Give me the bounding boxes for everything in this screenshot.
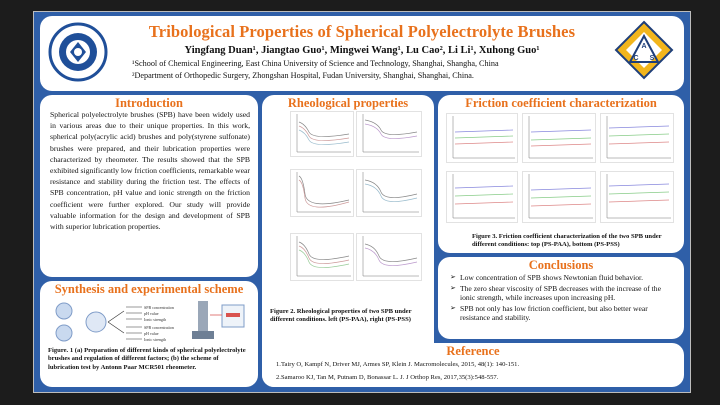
friction-plot — [446, 113, 518, 163]
friction-plot — [522, 113, 596, 163]
acs-logo-icon — [614, 20, 674, 82]
diagram-label: pH value — [144, 331, 159, 336]
conclusion-item: ➢ SPB not only has low friction coefficient, but also better wear resistance and stability. — [450, 304, 676, 323]
reference-title: Reference — [446, 344, 500, 358]
reference-item: 2.Samaroo KJ, Tan M, Putnam D, Bonassar L. J. J Orthop Res, 2017,35(3):548-557. — [276, 374, 499, 381]
figure-3-caption: Figure 3. Friction coefficient characterization of the two SPB under different conditions: top (PS-PAA), bottom (PS-PSS) — [472, 233, 662, 249]
rheology-plot — [290, 169, 354, 217]
conclusions-panel — [438, 257, 684, 339]
rheology-title: Rheological properties — [287, 96, 409, 110]
poster-authors: Yingfang Duan¹, Jiangtao Guo¹, Mingwei Wang¹, Lu Cao², Li Li¹, Xuhong Guo¹ — [184, 45, 540, 56]
reference-panel — [262, 343, 684, 387]
conclusions-list — [450, 273, 676, 324]
poster-title: Tribological Properties of Spherical Polyelectrolyte Brushes — [148, 22, 576, 41]
synthesis-scheme-diagram — [46, 297, 252, 347]
diagram-label: SPB concentration — [144, 325, 174, 330]
rheology-plot — [356, 233, 422, 281]
figure-1-caption: Figure. 1 (a) Preparation of different kinds of spherical polyelectrolyte brushes and regulation of different factors; (b) the scheme of lubrication test by Antonn Paar MCR501 rheometer. — [48, 347, 246, 371]
diagram-label: Ionic strength — [144, 317, 167, 322]
friction-plot — [446, 171, 518, 223]
friction-title: Friction coefficient characterization — [465, 96, 657, 110]
svg-text:A: A — [641, 43, 647, 50]
svg-text:S: S — [649, 55, 655, 62]
conclusion-item: ➢ Low concentration of SPB shows Newtonian fluid behavior. — [450, 273, 676, 283]
rheology-plot — [290, 111, 354, 157]
poster-header — [40, 16, 684, 91]
reference-item: 1.Tairy O, Kampf N, Driver MJ, Armes SP, Klein J. Macromolecules, 2015, 48(1): 140-151. — [276, 361, 520, 368]
friction-plot — [600, 113, 674, 163]
rheology-plot — [356, 169, 422, 217]
diagram-label: Ionic strength — [144, 337, 167, 342]
university-logo-icon — [48, 22, 108, 82]
introduction-title: Introduction — [115, 96, 183, 110]
diagram-label: SPB concentration — [144, 305, 174, 310]
figure-2-caption: Figure 2. Rheological properties of two SPB under different conditions. left (PS-PAA), right (PS-PSS) — [270, 308, 412, 324]
rheology-plot — [290, 233, 354, 281]
introduction-panel — [40, 95, 258, 277]
friction-panel — [438, 95, 684, 253]
conclusion-item: ➢ The zero shear viscosity of SPB decreases with the increase of the ionic strength, while increases upon increasing pH. — [450, 284, 676, 303]
diagram-label: pH value — [144, 311, 159, 316]
svg-text:C: C — [633, 55, 639, 62]
introduction-text: Spherical polyelectrolyte brushes (SPB) have been widely used in various areas due to their unique properties. In this work, spherical poly(acrylic acid) brushes and poly(styrene sulfonate) brushes were prepared, and their lubrication properties were characterized by rheometer. The results showed that the SPB exhibited significantly low friction coefficients, remarkable wear resistance and stability during the friction test. The effects of SPB concentration, pH value and ionic strength on the friction coefficient were further explored. Our study will provide valuable information for the design and development of SPB with superior lubrication properties. — [50, 110, 250, 232]
friction-plot — [600, 171, 674, 223]
affiliation-1: ¹School of Chemical Engineering, East China University of Science and Technology, Shanghai, Shangha, China — [132, 59, 499, 68]
conclusions-title: Conclusions — [528, 258, 594, 272]
friction-plot — [522, 171, 596, 223]
rheology-plot — [356, 111, 422, 157]
synthesis-panel — [40, 281, 258, 387]
synthesis-title: Synthesis and experimental scheme — [54, 282, 244, 296]
poster — [33, 11, 691, 393]
affiliation-2: ²Department of Orthopedic Surgery, Zhongshan Hospital, Fudan University, Shanghai, Shanghai, China. — [132, 71, 474, 80]
